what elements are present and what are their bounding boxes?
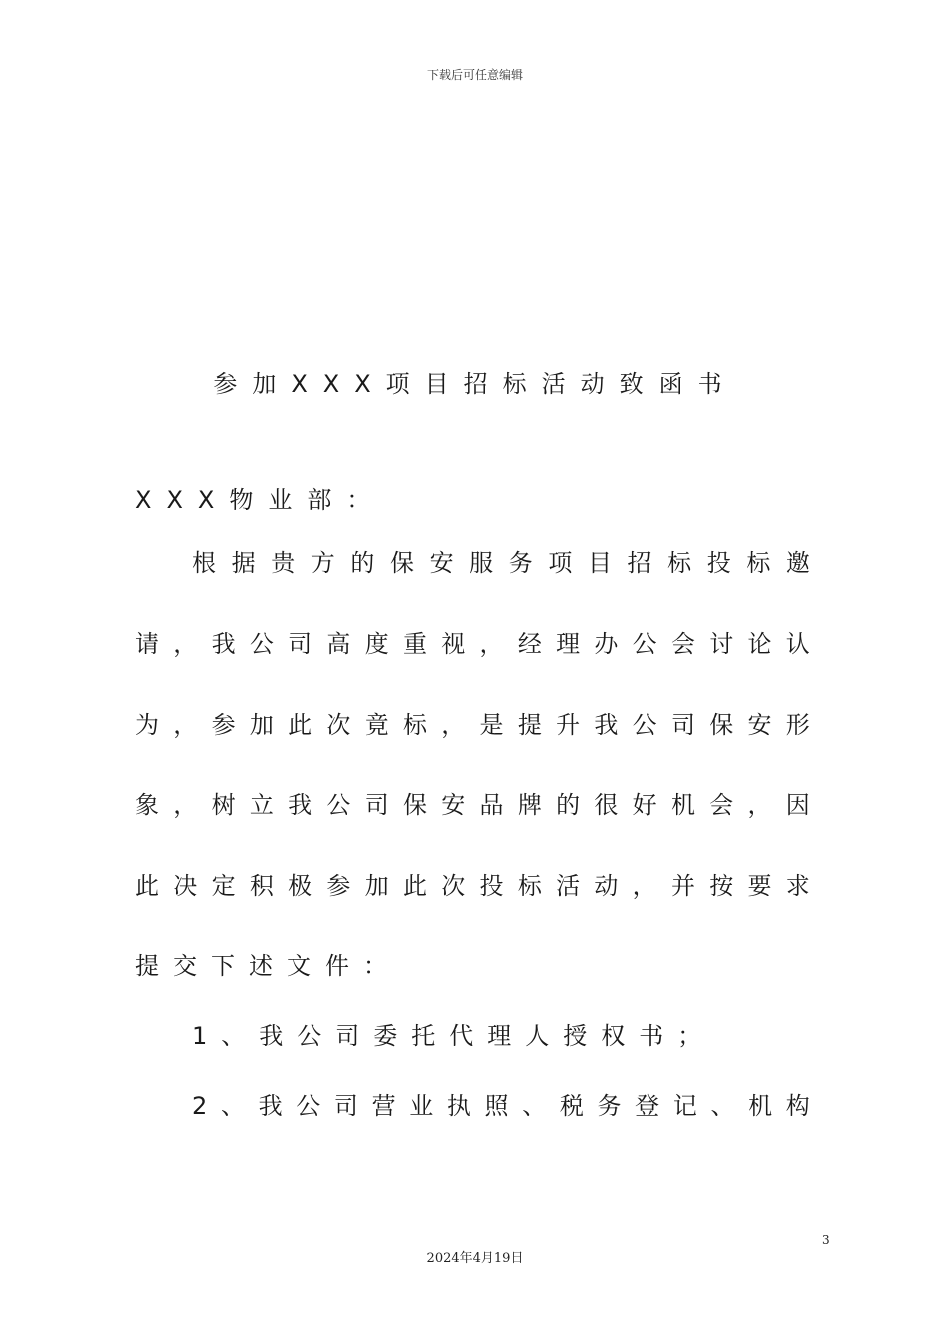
- body-line-4: 象 ， 树 立 我 公 司 保 安 品 牌 的 很 好 机 会 ， 因: [135, 791, 810, 819]
- list-item-2: 2 、 我 公 司 营 业 执 照 、 税 务 登 记 、 机 构: [192, 1092, 810, 1120]
- body-line-5: 此 决 定 积 极 参 加 此 次 投 标 活 动 ， 并 按 要 求: [135, 872, 810, 900]
- body-line-1: 根 据 贵 方 的 保 安 服 务 项 目 招 标 投 标 邀: [192, 549, 810, 577]
- body-line-3: 为 ， 参 加 此 次 竟 标 ， 是 提 升 我 公 司 保 安 形: [135, 711, 810, 739]
- list-item-1: 1、我公司委托代理人授权书；: [192, 1022, 716, 1050]
- document-title: 参加XXX项目招标活动致函书: [213, 370, 737, 398]
- page-number: 3: [822, 1233, 830, 1247]
- body-line-2: 请 ， 我 公 司 高 度 重 视 ， 经 理 办 公 会 讨 论 认: [135, 630, 810, 658]
- body-line-6: 提交下述文件：: [135, 952, 401, 980]
- footer-date: 2024年4月19日: [426, 1251, 524, 1266]
- header-note: 下载后可任意编辑: [426, 68, 523, 82]
- salutation: XXX物业部：: [135, 486, 386, 514]
